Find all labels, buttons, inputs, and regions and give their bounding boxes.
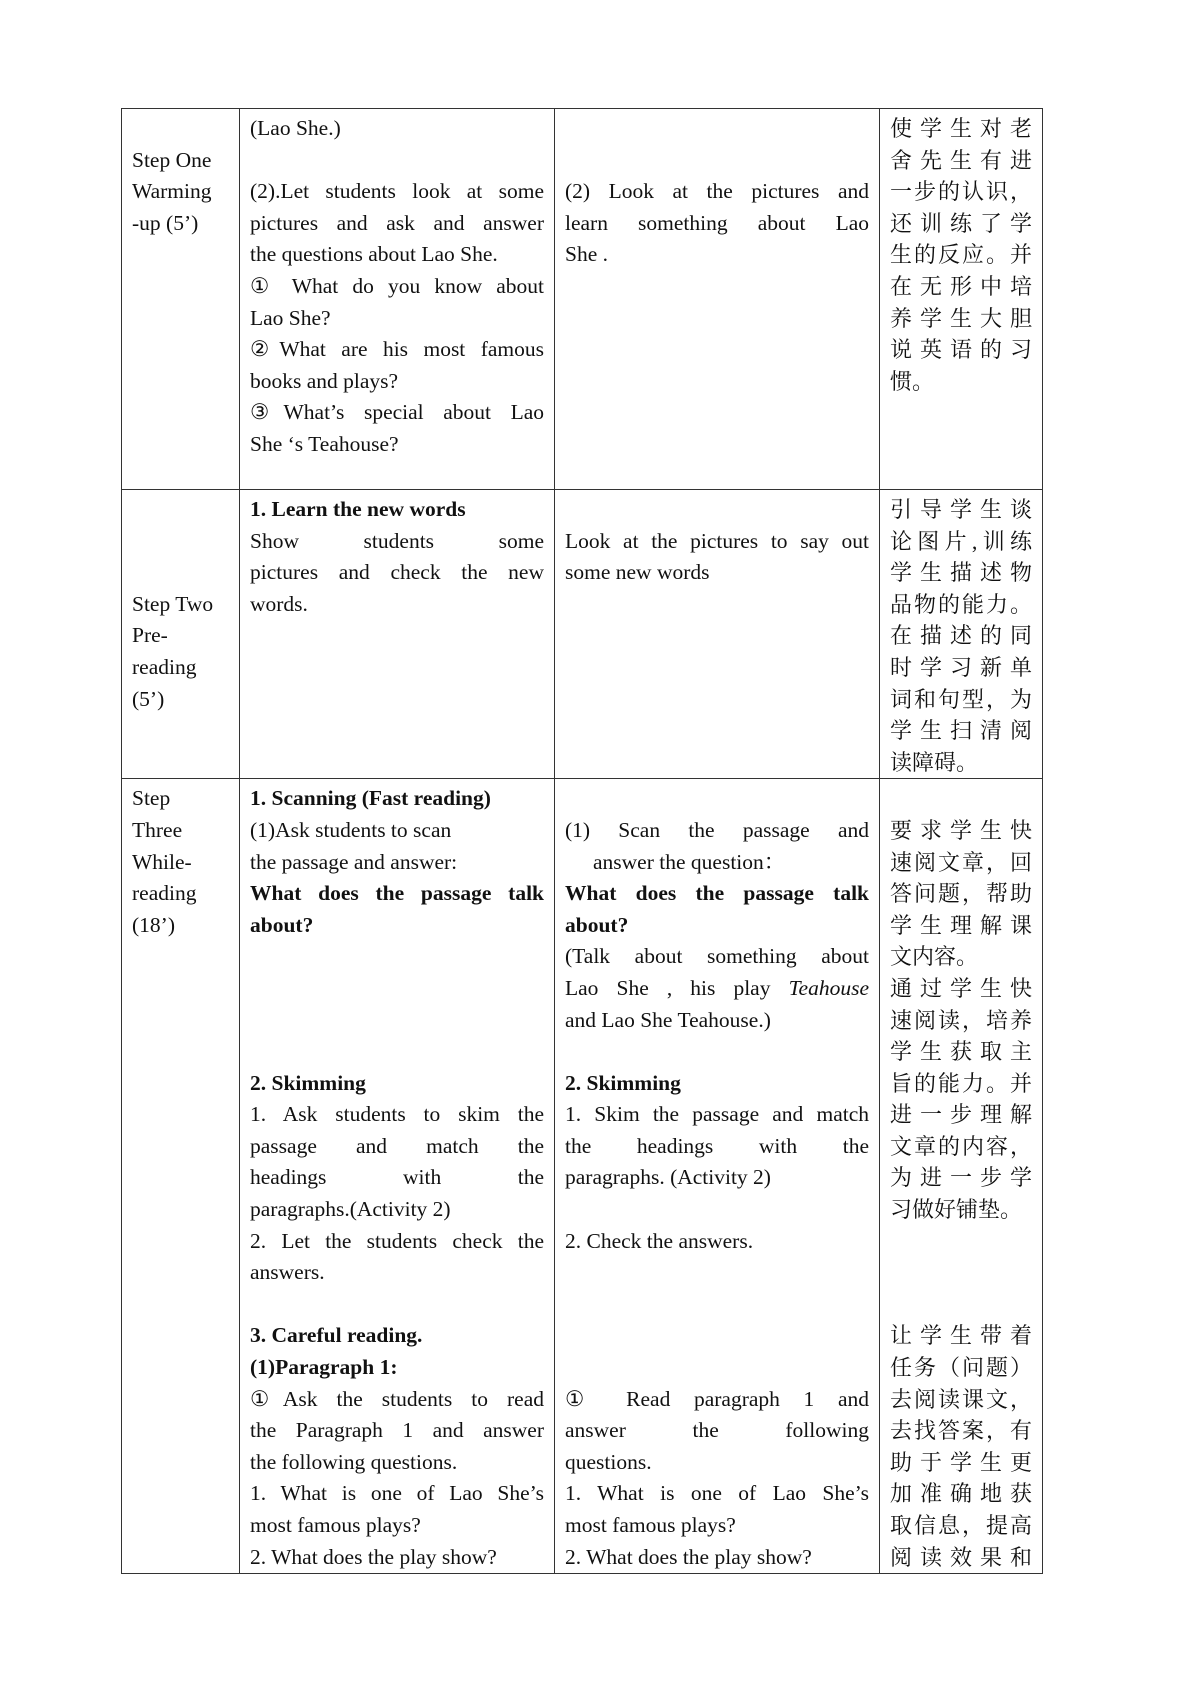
text-line-content: Three: [132, 817, 183, 842]
text-line-content: ①Ask the students to read: [250, 1386, 544, 1411]
text-line-content: most famous plays?: [565, 1513, 736, 1537]
text-line-content: paragraphs. (Activity 2): [565, 1165, 771, 1190]
text-line: [565, 1478, 869, 1510]
purpose-cell: [880, 490, 1043, 779]
text-line-content: 1. What is one of Lao She’s: [565, 1481, 869, 1506]
text-line: [250, 1478, 544, 1510]
text-line: [890, 113, 1032, 145]
text-line-content: 品物的能力。: [890, 591, 1032, 617]
text-line: [250, 208, 544, 240]
text-line-content: 要求学生快: [890, 817, 1032, 843]
text-line-content: Show students some: [250, 528, 544, 553]
text-line-content: 速阅文章，回: [890, 849, 1032, 875]
text-line: [890, 366, 1032, 398]
text-line: [132, 145, 229, 177]
blank-line: [565, 113, 869, 145]
text-line-content: 去找答案，有: [890, 1418, 1032, 1444]
text-line-content: 习做好铺垫。: [890, 1197, 1023, 1223]
text-line-content: (2).Let students look at some: [250, 179, 544, 204]
step-cell: [122, 490, 240, 779]
text-line-content: the following questions.: [250, 1449, 458, 1474]
text-line: [250, 494, 544, 526]
text-line-content: books and plays?: [250, 368, 399, 393]
text-line-content: She ‘s Teahouse?: [250, 431, 399, 456]
text-line-content: 取信息，提高: [890, 1513, 1032, 1538]
text-line: [250, 1510, 544, 1542]
text-line-content: While-: [132, 849, 192, 874]
text-line-content: 速阅读，培养: [890, 1007, 1032, 1033]
text-line: [890, 1352, 1032, 1384]
text-line: [250, 878, 544, 910]
blank-line: [132, 557, 229, 589]
table-row-step-three: [122, 779, 1043, 1574]
text-line-content: 舍先生有进: [890, 147, 1032, 173]
blank-line: [250, 1036, 544, 1068]
text-line: [250, 1194, 544, 1226]
text-line-content: 生的反应。并: [890, 242, 1032, 268]
blank-line: [250, 1289, 544, 1321]
text-line: [890, 620, 1032, 652]
teacher-activity-cell: [240, 109, 555, 490]
text-line: [565, 239, 869, 271]
text-line-content: headings with the: [250, 1165, 544, 1190]
text-line-content: Step: [132, 786, 171, 811]
text-line: [565, 910, 869, 942]
text-line: [132, 815, 229, 847]
text-line: [132, 620, 229, 652]
blank-line: [250, 973, 544, 1005]
text-line: [890, 1384, 1032, 1416]
text-line-content: Pre-: [132, 623, 168, 648]
text-line: [890, 715, 1032, 747]
text-line-content: ③What’s special about Lao: [250, 400, 544, 425]
text-line-content: questions.: [565, 1449, 652, 1474]
blank-line: [565, 1036, 869, 1068]
text-line: [890, 941, 1032, 973]
text-line: [250, 1542, 544, 1574]
text-line: [565, 941, 869, 973]
text-line: [565, 1510, 869, 1542]
text-line-content: 为进一步学: [890, 1165, 1032, 1191]
blank-line: [890, 1226, 1032, 1258]
text-line: [890, 589, 1032, 621]
text-line: [250, 526, 544, 558]
text-line: [565, 1542, 869, 1574]
text-line: [132, 652, 229, 684]
text-line: [890, 176, 1032, 208]
text-line: [565, 1162, 869, 1194]
step-cell: [122, 779, 240, 1574]
text-line: [565, 1068, 869, 1100]
text-line-content: 1. Skim the passage and match: [565, 1102, 869, 1127]
text-line: [250, 1384, 544, 1416]
text-line-content: Warming: [132, 179, 212, 204]
blank-line: [565, 1194, 869, 1226]
text-line-content: What does the passage talk: [250, 881, 544, 906]
text-line-content: 1. Learn the new words: [250, 497, 466, 521]
text-line-content: some new words: [565, 560, 710, 585]
student-activity-cell: [555, 779, 880, 1574]
text-line-content: 读障碍。: [890, 749, 979, 775]
text-line-content: 学生获取主: [890, 1039, 1032, 1065]
blank-line: [565, 145, 869, 177]
text-line-content: pictures and check the new: [250, 560, 544, 585]
text-line-content: ① Read paragraph 1 and: [565, 1386, 869, 1411]
text-line: [890, 878, 1032, 910]
text-line: [565, 1131, 869, 1163]
text-line-content: 词和句型，为: [890, 686, 1032, 712]
text-line-content: Look at the pictures to say out: [565, 528, 869, 553]
student-activity-cell: [555, 490, 880, 779]
text-line: [890, 747, 1032, 779]
text-line: [890, 526, 1032, 558]
text-line-content: ① What do you know about: [250, 273, 544, 298]
text-line: [890, 239, 1032, 271]
text-line: [890, 652, 1032, 684]
text-line-content: learn something about Lao: [565, 210, 869, 235]
text-line-content: (18’): [132, 912, 175, 937]
blank-line: [890, 1289, 1032, 1321]
blank-line: [132, 494, 229, 526]
blank-line: [890, 783, 1032, 815]
text-line-content: answers.: [250, 1260, 325, 1285]
blank-line: [132, 526, 229, 558]
text-line: [250, 557, 544, 589]
text-line-content: 3. Careful reading.: [250, 1323, 423, 1348]
text-line: [890, 334, 1032, 366]
text-line: [132, 208, 229, 240]
table-row-step-two: [122, 490, 1043, 779]
text-line: [565, 176, 869, 208]
text-line-content: the headings with the: [565, 1133, 869, 1158]
text-line: [890, 1542, 1032, 1574]
text-line-content: 助于学生更: [890, 1449, 1032, 1475]
text-line-content: (2) Look at the pictures and: [565, 179, 869, 204]
text-line: [132, 589, 229, 621]
text-line: [890, 973, 1032, 1005]
text-line-content: 旨的能力。并: [890, 1070, 1032, 1096]
text-line: [565, 878, 869, 910]
text-line-content: (5’): [132, 686, 165, 711]
text-line: [250, 1415, 544, 1447]
text-line-content: paragraphs.(Activity 2): [250, 1197, 451, 1222]
text-line-content: 任务（问题）: [890, 1355, 1032, 1381]
text-line: [250, 397, 544, 429]
text-line-content: -up (5’): [132, 210, 199, 235]
table-row-step-one: [122, 109, 1043, 490]
blank-line: [250, 1005, 544, 1037]
blank-line: [565, 1257, 869, 1289]
text-line-content: 答问题，帮助: [890, 881, 1032, 907]
blank-line: [565, 783, 869, 815]
text-line-content: 在描述的同: [890, 623, 1032, 649]
text-line-content: the Paragraph 1 and answer: [250, 1418, 544, 1443]
text-line-content: 去阅读课文，: [890, 1386, 1032, 1412]
text-line: [250, 429, 544, 461]
text-line-content: most famous plays?: [250, 1513, 421, 1537]
text-line-content: 2. Check the answers.: [565, 1228, 754, 1253]
text-line: [565, 526, 869, 558]
blank-line: [250, 941, 544, 973]
text-line: [890, 1320, 1032, 1352]
text-line: [250, 176, 544, 208]
text-line-content: 引导学生谈: [890, 497, 1032, 522]
text-line: [250, 1131, 544, 1163]
text-line-content: 1. Scanning (Fast reading): [250, 786, 491, 811]
text-line-content: answer the question：: [593, 849, 786, 874]
text-line: [132, 910, 229, 942]
text-line-content: words.: [250, 591, 308, 616]
text-line: [565, 847, 869, 879]
text-line: [565, 1384, 869, 1416]
text-line: [250, 1099, 544, 1131]
text-line-content: What does the passage talk: [565, 881, 869, 906]
text-line-content: 时学习新单: [890, 654, 1032, 680]
blank-line: [565, 1289, 869, 1321]
text-line: [890, 145, 1032, 177]
text-line: [890, 1131, 1032, 1163]
text-line: [890, 208, 1032, 240]
blank-line: [250, 145, 544, 177]
text-line-content: (Talk about something about: [565, 944, 869, 969]
blank-line: [890, 1257, 1032, 1289]
text-line: [250, 783, 544, 815]
blank-line: [565, 494, 869, 526]
text-line-content: 2. Skimming: [250, 1070, 366, 1095]
italic-title: Teahouse: [788, 975, 869, 1000]
text-line: [890, 303, 1032, 335]
text-line: [890, 847, 1032, 879]
text-line: [565, 1005, 869, 1037]
text-line: [565, 815, 869, 847]
text-line: [250, 1257, 544, 1289]
text-line-content: (Lao She.): [250, 116, 341, 140]
text-line-content: 通过学生快: [890, 975, 1032, 1001]
text-line-content: 1. Ask students to skim the: [250, 1102, 544, 1127]
text-line: [250, 271, 544, 303]
text-line: [890, 1162, 1032, 1194]
text-line: [890, 1068, 1032, 1100]
text-line: [565, 1415, 869, 1447]
text-line-content: Lao She?: [250, 305, 331, 330]
text-line: [890, 815, 1032, 847]
purpose-cell: [880, 109, 1043, 490]
text-line: [565, 973, 869, 1005]
text-line: [890, 271, 1032, 303]
text-line-content: Step Two: [132, 591, 214, 616]
text-line: [250, 910, 544, 942]
text-line-content: 学生描述物: [890, 560, 1032, 586]
text-line: [890, 910, 1032, 942]
text-line: [565, 208, 869, 240]
text-line-content: ②What are his most famous: [250, 337, 544, 362]
text-line: [890, 1510, 1032, 1542]
text-line-content: She .: [565, 242, 608, 267]
student-activity-cell: [555, 109, 880, 490]
text-line-content: and Lao She Teahouse.): [565, 1007, 771, 1032]
text-line: [250, 847, 544, 879]
text-line: [565, 557, 869, 589]
text-line-content: 在无形中培: [890, 273, 1032, 299]
text-line: [132, 847, 229, 879]
text-line-content: 使学生对老: [890, 116, 1032, 141]
text-line: [250, 1320, 544, 1352]
text-line: [250, 334, 544, 366]
text-line-content: (1) Scan the passage and: [565, 817, 869, 842]
text-line: [890, 1099, 1032, 1131]
text-line-content: reading: [132, 881, 197, 906]
text-line: [250, 589, 544, 621]
text-line-content: about?: [250, 912, 314, 937]
text-line-content: 1. What is one of Lao She’s: [250, 1481, 544, 1506]
teacher-activity-cell: [240, 490, 555, 779]
text-line: [890, 1415, 1032, 1447]
text-line-content: 养学生大胆: [890, 305, 1032, 331]
text-line-content: 一步的认识，: [890, 179, 1032, 205]
step-cell: [122, 109, 240, 490]
text-line-content: reading: [132, 654, 197, 679]
text-line-content: 进一步理解: [890, 1102, 1032, 1128]
text-line-content: answer the following: [565, 1418, 869, 1443]
text-line: [890, 1005, 1032, 1037]
text-line-content: 学生扫清阅: [890, 718, 1032, 744]
text-line: [132, 878, 229, 910]
purpose-cell: [880, 779, 1043, 1574]
text-line: [565, 1447, 869, 1479]
text-line-content: 加准确地获: [890, 1481, 1032, 1507]
text-line-content: 论图片,训练: [890, 528, 1032, 554]
text-line-content: 学生理解课: [890, 912, 1032, 938]
text-line: [250, 815, 544, 847]
text-line-content: pictures and ask and answer: [250, 210, 544, 235]
text-line-content: 阅读效果和: [890, 1544, 1032, 1570]
text-line: [250, 1447, 544, 1479]
text-line: [890, 1447, 1032, 1479]
text-line: [890, 494, 1032, 526]
text-line: [250, 113, 544, 145]
text-line-content: 2. Let the students check the: [250, 1228, 544, 1253]
text-line-content: 让学生带着: [890, 1323, 1032, 1349]
blank-line: [132, 113, 229, 145]
text-line-content: 2. Skimming: [565, 1070, 681, 1095]
text-line: [890, 1036, 1032, 1068]
text-line-content: Lao She , his play: [565, 975, 789, 1000]
text-line-content: the questions about Lao She.: [250, 242, 498, 267]
text-line: [890, 684, 1032, 716]
text-line: [890, 557, 1032, 589]
text-line: [250, 366, 544, 398]
text-line-content: 文章的内容，: [890, 1133, 1032, 1159]
blank-line: [565, 1320, 869, 1352]
text-line: [250, 1226, 544, 1258]
text-line: [250, 1162, 544, 1194]
text-line: [565, 1226, 869, 1258]
text-line-content: (1)Ask students to scan: [250, 817, 452, 842]
text-line: [132, 783, 229, 815]
text-line: [132, 176, 229, 208]
text-line: [890, 1478, 1032, 1510]
text-line: [565, 1099, 869, 1131]
text-line: [890, 1194, 1032, 1226]
blank-line: [565, 1352, 869, 1384]
text-line-content: 文内容。: [890, 944, 979, 970]
text-line-content: (1)Paragraph 1:: [250, 1355, 398, 1380]
text-line-content: 2. What does the play show?: [250, 1544, 497, 1569]
text-line-content: Step One: [132, 147, 212, 172]
text-line: [250, 239, 544, 271]
text-line: [250, 1068, 544, 1100]
teacher-activity-cell: [240, 779, 555, 1574]
text-line-content: 还训练了学: [890, 210, 1032, 236]
lesson-plan-table: [121, 108, 1043, 1574]
text-line-content: 2. What does the play show?: [565, 1544, 812, 1569]
text-line-content: 说英语的习: [890, 337, 1032, 363]
text-line-content: passage and match the: [250, 1133, 544, 1158]
text-line-content: about?: [565, 912, 629, 937]
text-line-content: the passage and answer:: [250, 849, 458, 874]
text-line-content: 惯。: [890, 368, 935, 394]
text-line: [250, 303, 544, 335]
text-line: [132, 684, 229, 716]
text-line: [250, 1352, 544, 1384]
